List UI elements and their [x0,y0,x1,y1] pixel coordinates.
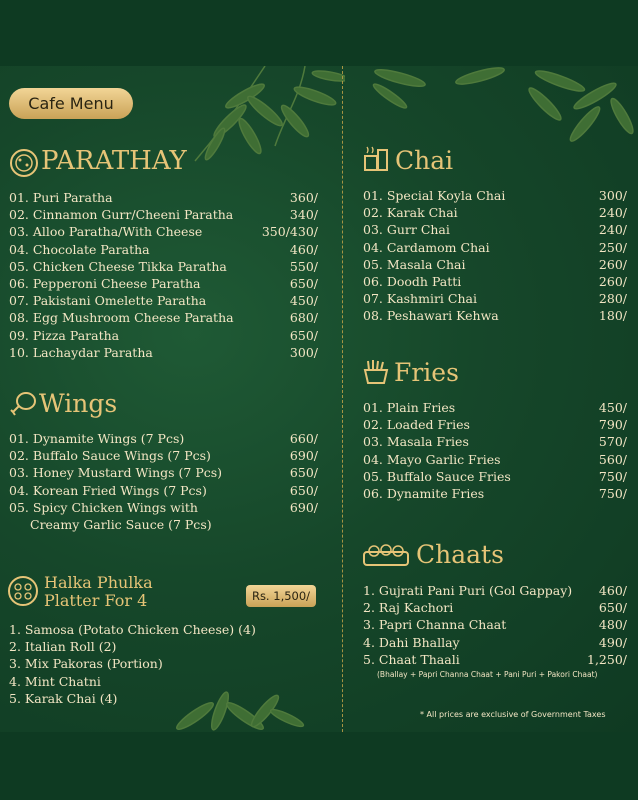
chai-cup-icon [362,146,390,174]
list-item: 08. Egg Mushroom Cheese Paratha 680/ [9,310,318,326]
list-item: 03. Honey Mustard Wings (7 Pcs) 650/ [9,465,318,481]
fries-title: Fries [394,358,459,387]
list-item: 09. Pizza Paratha 650/ [9,327,318,343]
list-item: 05. Spicy Chicken Wings with 690/ [9,499,318,515]
chicken-leg-icon [9,391,37,417]
fries-list [363,399,627,502]
fries-icon [362,358,390,386]
paratha-icon [9,148,39,178]
list-item: Creamy Garlic Sauce (7 Pcs) [30,516,212,532]
list-item: 4. Dahi Bhallay 490/ [363,634,627,650]
chaats-list [363,582,627,668]
wings-title: Wings [39,389,118,418]
menu-board [0,66,638,732]
list-item: 10. Lachaydar Paratha 300/ [9,344,318,360]
cafe-menu-badge: Cafe Menu [9,88,133,119]
palm-leaves-decoration-top-left [185,66,345,166]
platter-icon [7,575,39,607]
list-item: 03. Alloo Paratha/With Cheese 350/430/ [9,224,318,240]
list-item: 5. Chaat Thaali 1,250/ [363,651,627,667]
wings-list [9,430,318,533]
list-item: 06. Dynamite Fries 750/ [363,485,627,501]
list-item: 03. Gurr Chai 240/ [363,222,627,238]
list-item: 5. Karak Chai (4) [9,690,118,706]
list-item: 06. Doodh Patti 260/ [363,273,627,289]
list-item: 04. Mayo Garlic Fries 560/ [363,451,627,467]
list-item: 2. Italian Roll (2) [9,639,117,655]
platter-title-line1: Halka Phulka [44,573,153,592]
palm-leaves-decoration-top-right [360,66,638,151]
list-item: 03. Masala Fries 570/ [363,434,627,450]
platter-price-badge: Rs. 1,500/ [246,585,316,607]
list-item: 04. Chocolate Paratha 460/ [9,241,318,257]
list-item: 05. Chicken Cheese Tikka Paratha 550/ [9,258,318,274]
parathay-title: PARATHAY [41,146,187,176]
chai-list [363,187,627,325]
list-item: 1. Gujrati Pani Puri (Gol Gappay) 460/ [363,583,627,598]
list-item: 04. Cardamom Chai 250/ [363,239,627,255]
parathay-list [9,189,318,361]
list-item: 01. Special Koyla Chai 300/ [363,188,627,203]
list-item: 07. Pakistani Omelette Paratha 450/ [9,293,318,309]
chaats-title: Chaats [416,540,504,569]
list-item: 01. Puri Paratha 360/ [9,190,318,205]
chaat-thaali-note: (Bhallay + Papri Channa Chaat + Pani Puri + Pakori Chaat) [377,670,598,679]
list-item: 1. Samosa (Potato Chicken Cheese) (4) [9,622,256,637]
list-item: 01. Plain Fries 450/ [363,400,627,415]
chai-title: Chai [395,146,454,175]
list-item: 07. Kashmiri Chai 280/ [363,291,627,307]
list-item: 05. Masala Chai 260/ [363,256,627,272]
list-item: 06. Pepperoni Cheese Paratha 650/ [9,275,318,291]
list-item: 04. Korean Fried Wings (7 Pcs) 650/ [9,482,318,498]
list-item: 4. Mint Chatni [9,673,101,689]
list-item: 08. Peshawari Kehwa 180/ [363,308,627,324]
tax-note: * All prices are exclusive of Government Taxes [420,710,606,719]
chaat-bowl-icon [362,542,410,568]
list-item: 02. Karak Chai 240/ [363,205,627,221]
list-item: 3. Papri Channa Chaat 480/ [363,617,627,633]
list-item: 02. Loaded Fries 790/ [363,417,627,433]
column-divider [342,66,343,732]
list-item: 2. Raj Kachori 650/ [363,600,627,616]
platter-title-line2: Platter For 4 [44,591,148,610]
platter-list [9,621,318,707]
list-item: 02. Buffalo Sauce Wings (7 Pcs) 690/ [9,448,318,464]
list-item: 01. Dynamite Wings (7 Pcs) 660/ [9,431,318,446]
list-item: 05. Buffalo Sauce Fries 750/ [363,468,627,484]
list-item: 02. Cinnamon Gurr/Cheeni Paratha 340/ [9,207,318,223]
list-item: 3. Mix Pakoras (Portion) [9,656,163,672]
